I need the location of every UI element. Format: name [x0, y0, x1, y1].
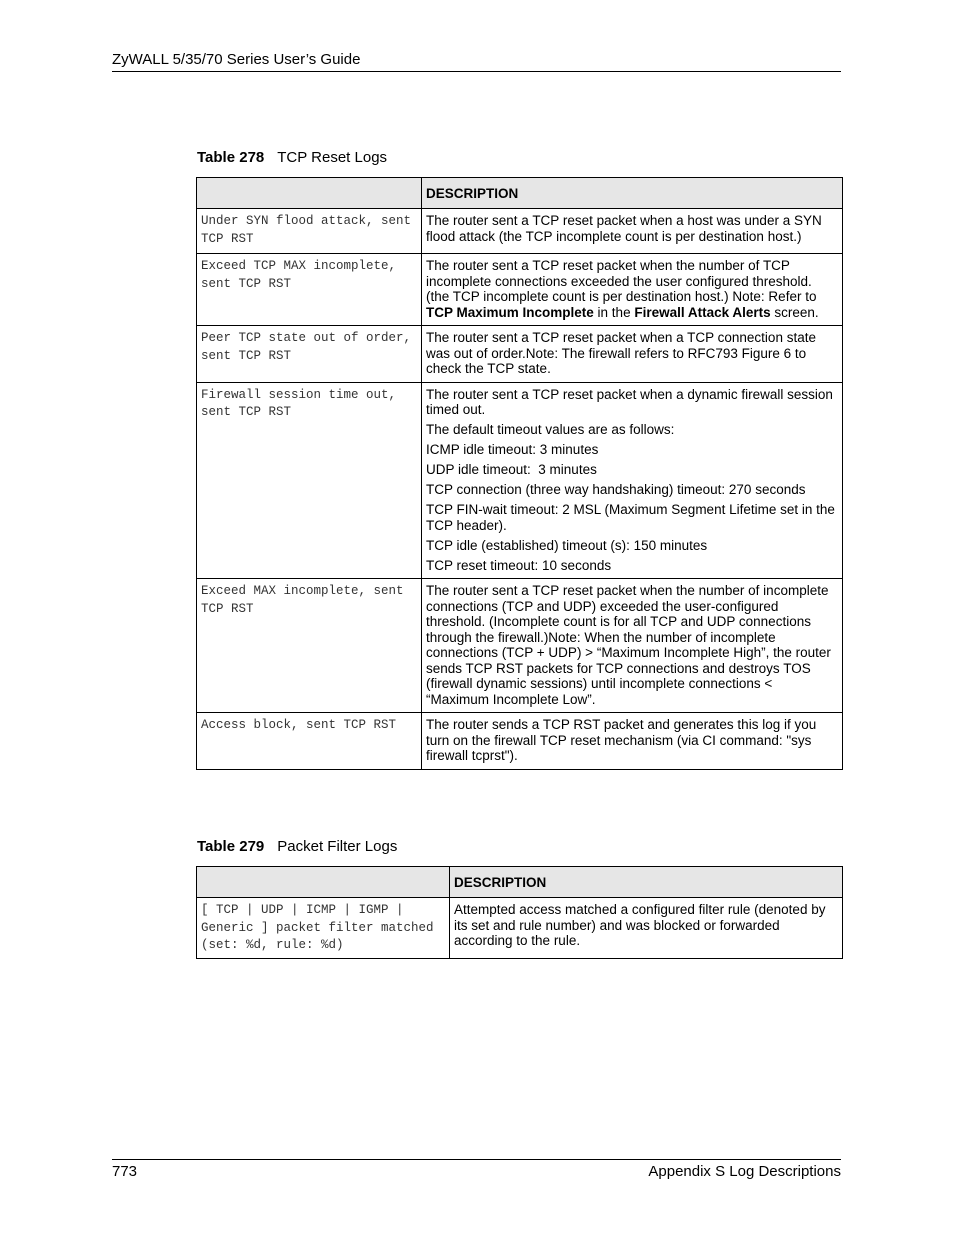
packet-filter-logs-table: [196, 866, 843, 959]
page-footer: [112, 1159, 841, 1180]
table-title: Packet Filter Logs: [277, 838, 398, 855]
description-paragraph: [426, 258, 838, 320]
log-message: Under SYN flood attack, sent TCP RST: [197, 209, 422, 254]
tcp-reset-logs-table: [196, 177, 843, 770]
log-description: [422, 254, 843, 326]
description-paragraph: The router sent a TCP reset packet when a TCP connection state was out of order.Note: The firewall refers to RFC793 Figure 6 to check the TCP state.: [426, 330, 816, 376]
description-paragraph: ICMP idle timeout: 3 minutes: [426, 442, 599, 457]
description-paragraph: TCP FIN-wait timeout: 2 MSL (Maximum Segment Lifetime set in the TCP header).: [426, 502, 835, 533]
description-paragraph: Attempted access matched a configured filter rule (denoted by its set and rule number) and was blocked or forwarded according to the rule.: [454, 902, 826, 948]
log-description: [422, 209, 843, 254]
description-paragraph: TCP idle (established) timeout (s): 150 minutes: [426, 537, 708, 553]
table-header-row: [197, 867, 843, 898]
guide-title: ZyWALL 5/35/70 Series User’s Guide: [112, 51, 361, 68]
log-description: [422, 579, 843, 713]
table-number: Table 279: [197, 838, 265, 855]
log-message: [ TCP | UDP | ICMP | IGMP | Generic ] packet filter matched (set: %d, rule: %d): [197, 898, 450, 959]
table-278-caption: [197, 149, 387, 167]
description-paragraph: TCP connection (three way handshaking) timeout: 270 seconds: [426, 482, 806, 497]
table-header-row: [197, 178, 843, 209]
table-row: [197, 713, 843, 770]
description-paragraph: TCP reset timeout: 10 seconds: [426, 557, 612, 573]
column-header-message: [197, 867, 450, 898]
screen-reference: Firewall Attack Alerts: [634, 304, 771, 320]
log-message: Firewall session time out, sent TCP RST: [197, 382, 422, 579]
table-number: Table 278: [197, 149, 265, 166]
table-row: [197, 382, 843, 579]
log-description: [422, 382, 843, 579]
table-row: [197, 898, 843, 959]
log-message: Exceed TCP MAX incomplete, sent TCP RST: [197, 254, 422, 326]
field-reference: TCP Maximum Incomplete: [426, 304, 594, 320]
column-header-description: DESCRIPTION: [422, 178, 843, 209]
log-description: [422, 326, 843, 383]
description-text: in the: [593, 304, 635, 320]
table-row: [197, 326, 843, 383]
page-number: 773: [112, 1163, 138, 1180]
table-279-caption: [197, 838, 397, 856]
description-paragraph: The router sent a TCP reset packet when the number of incomplete connections (TCP and UDP) exceeded the user-configured threshold. (Incomplete count is for all TCP and UDP connections through the firewall.)Note: When the number of incomplete connections (TCP + UDP) > “Maximum Incomplete High”, the router sends TCP RST packets for TCP connections and destroys TOS (firewall dynamic sessions) until incomplete connections < “Maximum Incomplete Low”.: [426, 583, 831, 707]
description-text: screen.: [770, 304, 819, 320]
description-paragraph: The default timeout values are as follows:: [426, 422, 675, 437]
column-header-description: DESCRIPTION: [450, 867, 843, 898]
column-header-message: [197, 178, 422, 209]
description-paragraph: The router sent a TCP reset packet when a dynamic firewall session timed out.: [426, 386, 833, 417]
description-paragraph: The router sent a TCP reset packet when a host was under a SYN flood attack (the TCP incomplete count is per destination host.): [426, 213, 822, 244]
log-message: Exceed MAX incomplete, sent TCP RST: [197, 579, 422, 713]
table-row: [197, 209, 843, 254]
description-text: The router sent a TCP reset packet when the number of TCP incomplete connections exceeded the user configured threshold. (the TCP incomplete count is per destination host.) Note: Refer to: [426, 258, 817, 304]
table-row: [197, 579, 843, 713]
table-row: [197, 254, 843, 326]
description-paragraph: The router sends a TCP RST packet and generates this log if you turn on the firewall TCP reset mechanism (via CI command: "sys firewall tcprst").: [426, 717, 817, 763]
log-message: Peer TCP state out of order, sent TCP RST: [197, 326, 422, 383]
section-title: Appendix S Log Descriptions: [648, 1163, 841, 1180]
page-header: [112, 51, 841, 72]
log-message: Access block, sent TCP RST: [197, 713, 422, 770]
log-description: [422, 713, 843, 770]
table-title: TCP Reset Logs: [277, 149, 388, 166]
log-description: [450, 898, 843, 959]
description-paragraph: UDP idle timeout: 3 minutes: [426, 462, 597, 477]
